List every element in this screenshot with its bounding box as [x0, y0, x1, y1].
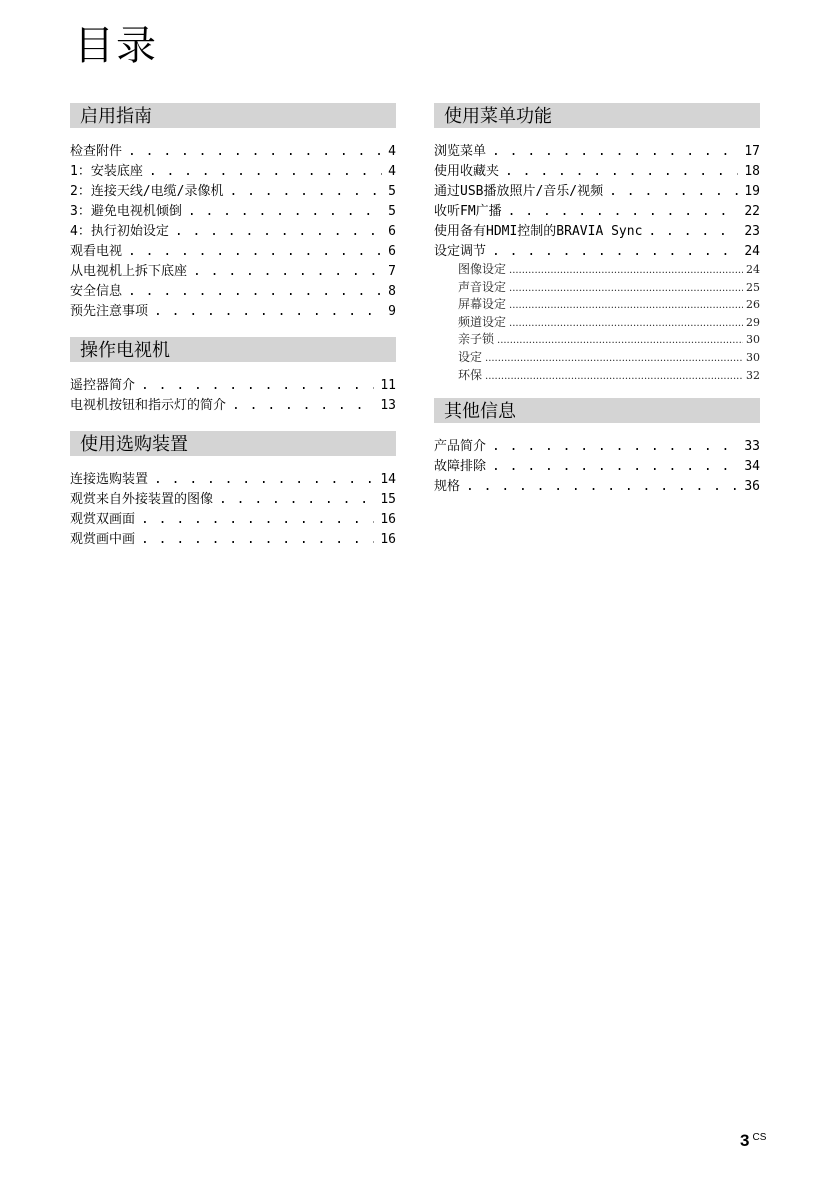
subentry-label: 设定 — [458, 349, 483, 364]
section-heading-getting-started: 启用指南 — [70, 103, 396, 128]
entry-label: 产品简介 — [434, 439, 487, 455]
subentry-page: 30 — [746, 333, 760, 347]
entry-page: 14 — [380, 472, 396, 487]
dot-leader — [128, 144, 382, 159]
entry-label: 观赏双画面 — [70, 512, 136, 527]
entry-page: 16 — [380, 532, 396, 547]
toc-left-column — [70, 103, 396, 548]
subentry-page: 29 — [746, 315, 760, 329]
toc-entry[interactable] — [70, 394, 396, 414]
entry-label: 遥控器简介 — [70, 378, 136, 393]
dot-leader — [154, 304, 382, 319]
entry-page: 34 — [744, 459, 760, 475]
subentry-label: 亲子锁 — [458, 332, 495, 347]
toc-entry[interactable] — [70, 508, 396, 528]
entry-label: 1：安装底座 — [70, 164, 143, 179]
entry-page: 36 — [744, 479, 760, 495]
subentry-page: 30 — [746, 350, 760, 364]
dot-leader — [175, 224, 382, 239]
section-heading-optional-devices: 使用选购装置 — [70, 431, 396, 456]
entry-label: 2：连接天线/电缆/录像机 — [70, 184, 224, 199]
dot-leader — [128, 244, 382, 259]
section-heading-operating-tv: 操作电视机 — [70, 337, 396, 362]
toc-entry[interactable] — [70, 140, 396, 160]
entry-label: 观赏来自外接装置的图像 — [70, 492, 214, 507]
entry-label: 电视机按钮和指示灯的简介 — [70, 398, 227, 413]
entry-page: 24 — [744, 244, 760, 259]
dot-leader — [508, 204, 739, 219]
page-number — [740, 1131, 766, 1151]
toc-entry[interactable] — [434, 160, 760, 180]
subentry-page: 32 — [746, 368, 760, 382]
entry-label: 浏览菜单 — [434, 144, 487, 159]
dot-leader — [648, 224, 738, 239]
entry-page: 33 — [744, 439, 760, 455]
entry-page: 11 — [380, 378, 396, 393]
dot-leader — [492, 144, 738, 159]
dot-leader — [193, 264, 382, 279]
toc-entry[interactable] — [434, 200, 760, 220]
toc-entry[interactable] — [70, 200, 396, 220]
dot-leader — [497, 335, 743, 346]
subentry-label: 屏幕设定 — [458, 297, 507, 312]
entry-page: 22 — [744, 204, 760, 219]
entry-page: 17 — [744, 144, 760, 159]
dot-leader — [492, 244, 738, 259]
entry-page: 23 — [744, 224, 760, 239]
toc-subentry[interactable] — [434, 330, 760, 348]
entry-label: 从电视机上拆下底座 — [70, 264, 188, 279]
toc-entry[interactable] — [434, 180, 760, 200]
dot-leader — [492, 459, 738, 474]
subentry-label: 声音设定 — [458, 279, 507, 294]
toc-entry[interactable] — [70, 280, 396, 300]
dot-leader — [485, 353, 743, 364]
dot-leader — [219, 492, 374, 507]
entry-label: 观赏画中画 — [70, 532, 136, 547]
dot-leader — [609, 184, 738, 199]
entry-page: 8 — [388, 284, 396, 299]
toc-entry[interactable] — [70, 528, 396, 548]
toc-entry[interactable] — [434, 455, 760, 475]
dot-leader — [509, 318, 743, 329]
dot-leader — [128, 284, 382, 299]
dot-leader — [492, 439, 738, 454]
subentry-label: 频道设定 — [458, 314, 507, 329]
toc-entry[interactable] — [434, 475, 760, 495]
toc-entry[interactable] — [70, 240, 396, 260]
entry-page: 9 — [388, 304, 396, 319]
toc-subentry[interactable] — [434, 366, 760, 384]
dot-leader — [229, 184, 382, 199]
dot-leader — [232, 398, 374, 413]
toc-entry[interactable] — [70, 220, 396, 240]
entry-label: 检查附件 — [70, 144, 123, 159]
toc-entry[interactable] — [70, 488, 396, 508]
dot-leader — [149, 164, 382, 179]
entry-label: 收听FM广播 — [434, 204, 502, 219]
page-number-value: 3 — [740, 1131, 750, 1150]
dot-leader — [141, 378, 374, 393]
entry-page: 16 — [380, 512, 396, 527]
entry-label: 故障排除 — [434, 459, 487, 475]
dot-leader — [509, 283, 743, 294]
entry-page: 19 — [744, 184, 760, 199]
entry-page: 7 — [388, 264, 396, 279]
subentry-label: 图像设定 — [458, 262, 507, 276]
entry-label: 4：执行初始设定 — [70, 224, 169, 239]
page-number-suffix: CS — [752, 1132, 767, 1143]
toc-entry[interactable] — [70, 374, 396, 394]
entry-label: 连接选购装置 — [70, 472, 149, 487]
entry-page: 4 — [388, 144, 396, 159]
dot-leader — [505, 164, 738, 179]
entry-label: 预先注意事项 — [70, 304, 149, 319]
dot-leader — [188, 204, 382, 219]
page-title: 目录 — [74, 23, 158, 69]
entry-label: 3：避免电视机倾倒 — [70, 204, 182, 219]
dot-leader — [485, 371, 743, 382]
toc-subentry[interactable] — [434, 313, 760, 331]
entry-label: 使用备有HDMI控制的BRAVIA Sync — [434, 224, 643, 239]
entry-page: 4 — [388, 164, 396, 179]
toc-subentry[interactable] — [434, 260, 760, 278]
toc-entry[interactable] — [70, 160, 396, 180]
toc-entry[interactable] — [434, 140, 760, 160]
entry-label: 使用收藏夹 — [434, 164, 500, 179]
dot-leader — [509, 300, 743, 311]
toc-subentry[interactable] — [434, 278, 760, 296]
toc-entry[interactable] — [434, 240, 760, 260]
toc-entry[interactable] — [70, 260, 396, 280]
entry-label: 观看电视 — [70, 244, 123, 259]
section-heading-menu-functions: 使用菜单功能 — [434, 103, 760, 128]
dot-leader — [141, 532, 374, 547]
entry-page: 5 — [388, 184, 396, 199]
dot-leader — [509, 265, 743, 276]
toc-right-column — [434, 103, 760, 495]
toc-entry[interactable] — [434, 435, 760, 455]
section-heading-other-info: 其他信息 — [434, 398, 760, 423]
entry-page: 15 — [380, 492, 396, 507]
entry-page: 6 — [388, 244, 396, 259]
subentry-label: 环保 — [458, 367, 483, 382]
subentry-page: 26 — [746, 298, 760, 312]
dot-leader — [141, 512, 374, 527]
entry-page: 13 — [380, 398, 396, 413]
subentry-page: 24 — [746, 263, 760, 276]
entry-label: 通过USB播放照片/音乐/视频 — [434, 184, 604, 199]
subentry-page: 25 — [746, 280, 760, 294]
toc-entry[interactable] — [70, 468, 396, 488]
toc-subentry[interactable] — [434, 295, 760, 313]
entry-label: 安全信息 — [70, 284, 123, 299]
entry-page: 18 — [744, 164, 760, 179]
toc-entry[interactable] — [434, 220, 760, 240]
dot-leader — [466, 479, 738, 494]
entry-page: 5 — [388, 204, 396, 219]
dot-leader — [154, 472, 374, 487]
toc-entry[interactable] — [70, 180, 396, 200]
entry-label: 设定调节 — [434, 244, 487, 259]
toc-subentry[interactable] — [434, 348, 760, 366]
entry-page: 6 — [388, 224, 396, 239]
entry-label: 规格 — [434, 479, 461, 495]
toc-entry[interactable] — [70, 300, 396, 320]
